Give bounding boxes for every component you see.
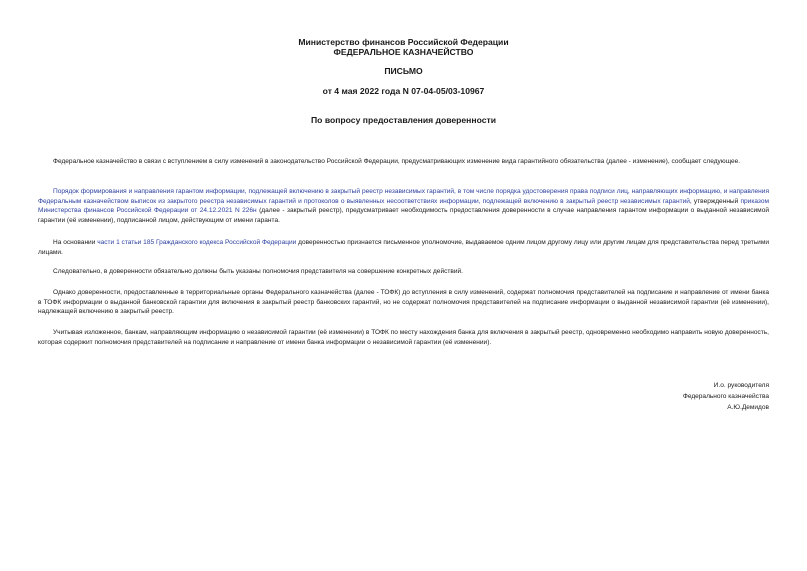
procedure-link[interactable]: Порядок формирования и направления гарантом информации, подлежащей включению в закрытый реестр независимых гарантий, в том числе порядка удостоверения права подписи лиц, направляющих информацию, и направления Федеральным казначейством выписок из закрытого реестра независимых гарантий и протоколов о выявленных несоответствиях информации, подлежащей включению в закрытый реестр независимых гарантий	[38, 188, 769, 205]
paragraph-requirement: Учитывая изложенное, банкам, направляющим информацию о независимой гарантии (её изменении) в ТОФК по месту нахождения банка для включения в закрытый реестр, одновременно необходимо направить новую доверенность, которая содержит полномочия представителей на подписание и направление от имени банка информации о независимой гарантии (её изменении).	[38, 329, 769, 346]
signature-organization: Федерального казначейства	[682, 393, 769, 400]
paragraph-procedure	[38, 187, 769, 225]
signature-position: И.о. руководителя	[713, 382, 769, 389]
paragraph-existing-powers: Однако доверенности, предоставленные в территориальные органы Федерального казначейства (далее - ТОФК) до вступления в силу изменений, содержат полномочия представителей на подписание и направление от имени банка в ТОФК информации о выданной банковской гарантии для включения в закрытый реестр банковских гарантий, но не содержат полномочия представителей на подписание информации о выданной независимой гарантии (её изменении), надлежащей включению в закрытый реестр.	[38, 289, 769, 315]
paragraph-civil-code	[38, 238, 769, 257]
paragraph-conclusion: Следовательно, в доверенности обязательно должны быть указаны полномочия представителя на совершение конкретных действий.	[53, 268, 463, 275]
signature-name: А.Ю.Демидов	[727, 404, 769, 411]
procedure-text-mid: , утвержденный	[689, 197, 741, 205]
civil-code-text-end: доверенностью признается письменное уполномочие, выдаваемое одним лицом другому лицу или другим лицам для представительства перед третьими лицами.	[38, 239, 769, 256]
procedure-text-end: (далее - закрытый реестр), предусматривает необходимость предоставления доверенности в случае направления гарантом информации о выданной независимой гарантии (её изменении), подписанной лицом, действующим от имени гаранта.	[38, 207, 769, 224]
document-subject: По вопросу предоставления доверенности	[311, 115, 496, 125]
civil-code-text-start: На основании	[53, 239, 98, 246]
document-type: ПИСЬМО	[384, 66, 423, 76]
paragraph-intro: Федеральное казначейство в связи с вступлением в силу изменений в законодательство Российской Федерации, предусматривающих изменение вида гарантийного обязательства (далее - изменение), сообщает следующее.	[53, 158, 741, 165]
treasury-title: ФЕДЕРАЛЬНОЕ КАЗНАЧЕЙСТВО	[333, 47, 474, 57]
order-link[interactable]: приказом Министерства финансов Российской Федерации от 24.12.2021 N 226н	[38, 197, 769, 214]
document-date-number: от 4 мая 2022 года N 07-04-05/03-10967	[322, 86, 485, 96]
ministry-title: Министерство финансов Российской Федерации	[298, 37, 509, 47]
civil-code-link[interactable]: части 1 статьи 185 Гражданского кодекса Российской Федерации	[97, 239, 297, 246]
